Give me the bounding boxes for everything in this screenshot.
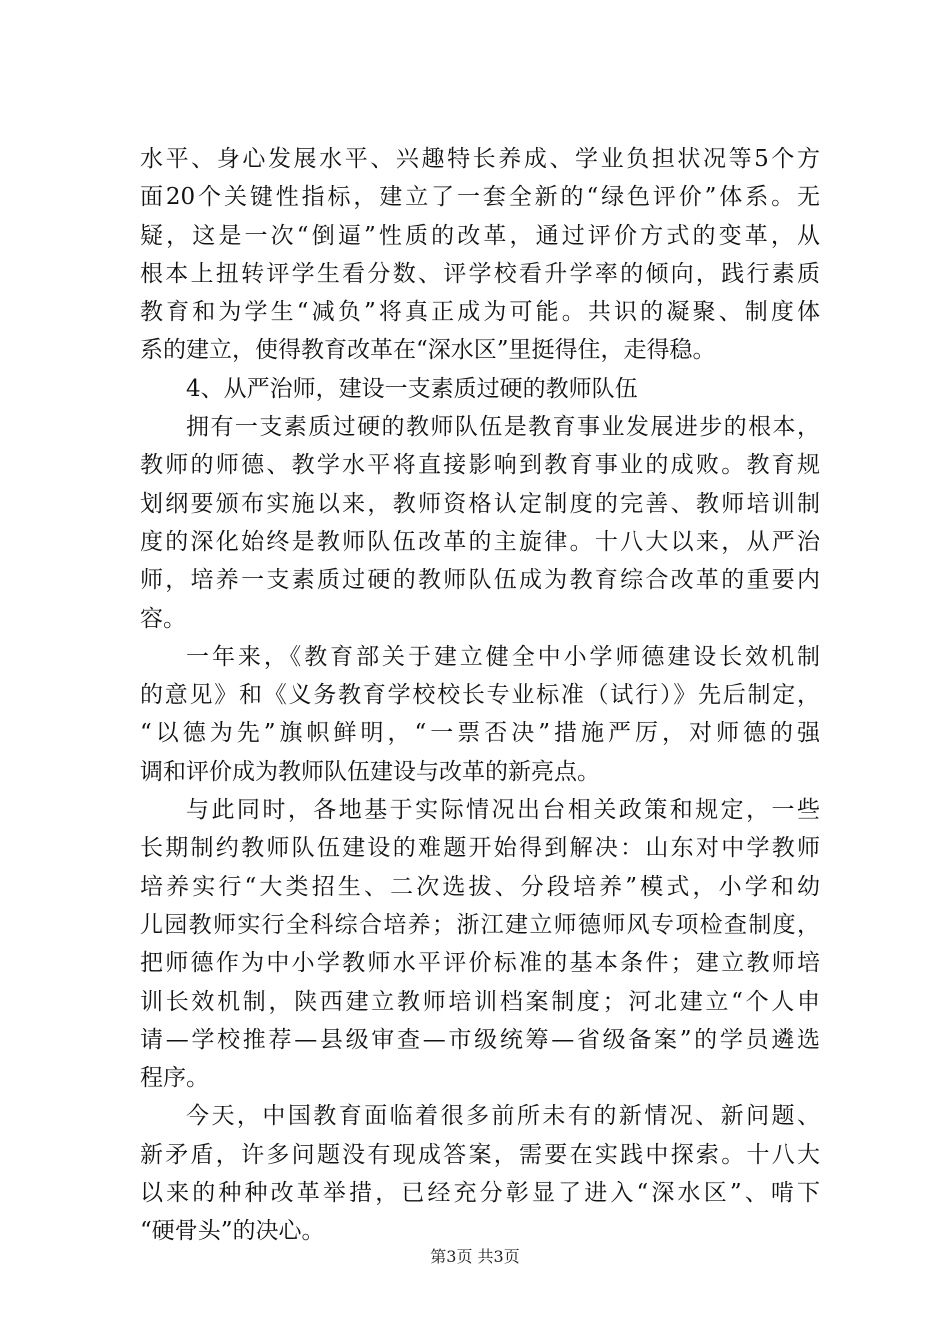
text-line: 训长效机制，陕西建立教师培训档案制度；河北建立“个人申	[140, 988, 820, 1015]
text-line: 培养实行“大类招生、二次选拔、分段培养”模式，小学和幼	[140, 873, 820, 900]
paragraph	[140, 408, 820, 638]
text-line: 请—学校推荐—县级审查—市级统筹—省级备案”的学员遴选	[140, 1026, 820, 1053]
document-body	[140, 140, 820, 1251]
text-line: 新矛盾，许多问题没有现成答案，需要在实践中探索。十八大	[140, 1141, 820, 1168]
paragraph	[140, 370, 820, 408]
text-line: 把师德作为中小学教师水平评价标准的基本条件；建立教师培	[140, 950, 820, 977]
paragraph	[140, 638, 820, 791]
paragraph	[140, 791, 820, 1097]
text-line: 面20个关键性指标，建立了一套全新的“绿色评价”体系。无	[140, 184, 820, 211]
text-line: “以德为先”旗帜鲜明，“一票否决”措施严厉，对师德的强	[140, 720, 820, 747]
text-line: 疑，这是一次“倒逼”性质的改革，通过评价方式的变革，从	[140, 222, 820, 249]
text-line: 师，培养一支素质过硬的教师队伍成为教育综合改革的重要内	[140, 567, 820, 594]
text-line: 容。	[140, 605, 186, 632]
text-line: 的意见》和《义务教育学校校长专业标准（试行）》先后制定，	[140, 682, 820, 709]
text-line: 长期制约教师队伍建设的难题开始得到解决：山东对中学教师	[140, 835, 820, 862]
text-line: 系的建立，使得教育改革在“深水区”里挺得住，走得稳。	[140, 337, 716, 364]
page-footer	[0, 1244, 950, 1267]
text-line: 今天，中国教育面临着很多前所未有的新情况、新问题、	[186, 1103, 820, 1130]
page-number-label: 第3页 共3页	[430, 1247, 520, 1266]
text-line: 教师的师德、教学水平将直接影响到教育事业的成败。教育规	[140, 452, 820, 479]
text-line: 教育和为学生“减负”将真正成为可能。共识的凝聚、制度体	[140, 299, 820, 326]
paragraph	[140, 140, 820, 370]
text-line: 根本上扭转评学生看分数、评学校看升学率的倾向，践行素质	[140, 260, 820, 287]
text-line: 水平、身心发展水平、兴趣特长养成、学业负担状况等5个方	[140, 146, 820, 172]
text-line: 一年来，《教育部关于建立健全中小学师德建设长效机制	[186, 643, 820, 670]
text-line: 划纲要颁布实施以来，教师资格认定制度的完善、教师培训制	[140, 490, 820, 517]
text-line: “硬骨头”的决心。	[140, 1218, 325, 1245]
text-line: 调和评价成为教师队伍建设与改革的新亮点。	[140, 758, 600, 785]
text-line: 度的深化始终是教师队伍改革的主旋律。十八大以来，从严治	[140, 528, 820, 555]
text-line: 拥有一支素质过硬的教师队伍是教育事业发展进步的根本，	[186, 414, 820, 441]
text-line: 与此同时，各地基于实际情况出台相关政策和规定，一些	[186, 797, 820, 824]
text-line: 以来的种种改革举措，已经充分彰显了进入“深水区”、啃下	[140, 1180, 820, 1207]
text-line: 程序。	[140, 1065, 209, 1092]
text-line: 儿园教师实行全科综合培养；浙江建立师德师风专项检查制度，	[140, 911, 820, 938]
text-line: 4、从严治师，建设一支素质过硬的教师队伍	[186, 375, 638, 402]
paragraph	[140, 1097, 820, 1250]
